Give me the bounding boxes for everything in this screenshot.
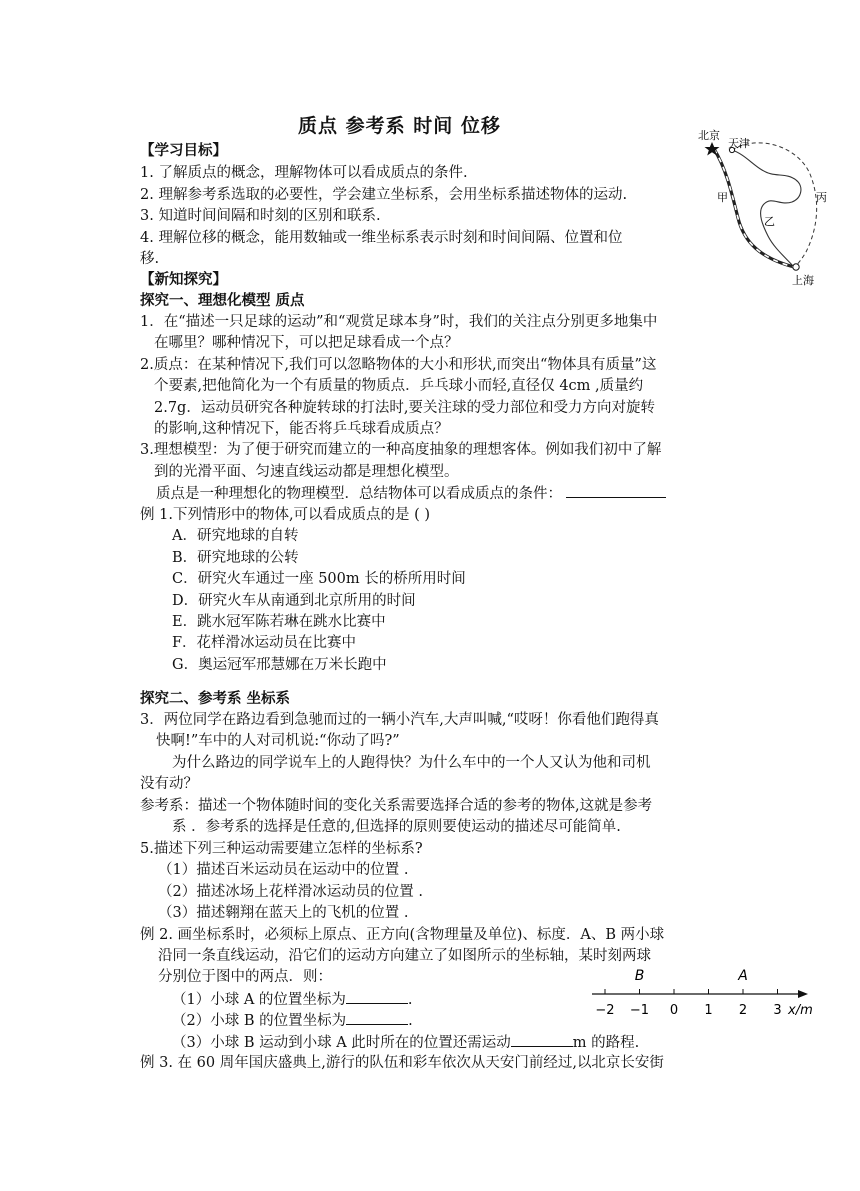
section1-line: 2.7g．运动员研究各种旋转球的打法时,要关注球的受力部位和受力方向对旋转	[154, 400, 655, 416]
point-a-label: A	[738, 968, 748, 984]
section1-line: 个要素,把他简化为一个有质量的物质点．乒乓球小而轻,直径仅 4cm ,质量约	[154, 378, 644, 394]
section1-line: 在哪里？哪种情况下，可以把足球看成一个点？	[154, 335, 459, 351]
section1-heading: 探究一、理想化模型 质点	[140, 292, 305, 309]
goal-item: 1. 了解质点的概念，理解物体可以看成质点的条件.	[140, 165, 468, 181]
answer-blank[interactable]	[511, 1032, 573, 1047]
axis-arrow-icon	[798, 990, 808, 998]
section2-line: （3）描述翱翔在蓝天上的飞机的位置 .	[158, 905, 409, 921]
section1-line: 1．在“描述一只足球的运动”和“观赏足球本身”时，我们的关注点分别更多地集中	[140, 314, 658, 330]
answer-blank[interactable]	[346, 989, 408, 1004]
section1-line: 到的光滑平面、匀速直线运动都是理想化模型。	[154, 464, 459, 480]
section2-line: 3．两位同学在路边看到急驰而过的一辆小汽车,大声叫喊,“哎呀！你看他们跑得真	[140, 712, 659, 728]
section2-line: 例 2. 画坐标系时，必须标上原点、正方向(含物理量及单位)、标度．A、B 两小球	[140, 927, 665, 943]
route-jia	[714, 149, 794, 267]
option-item: G．奥运冠军邢慧娜在万米长跑中	[172, 657, 387, 673]
question-2-text: （2）小球 B 的位置坐标为	[172, 1013, 347, 1029]
section2-heading: 探究二、参考系 坐标系	[140, 690, 291, 707]
option-item: D．研究火车从南通到北京所用的时间	[172, 593, 416, 609]
answer-blank[interactable]	[346, 1010, 408, 1025]
axis-unit-label: x/m	[788, 1003, 813, 1018]
goal-item: 移.	[140, 251, 160, 267]
map-label-tianjin: 天津	[728, 137, 750, 150]
period: .	[407, 992, 413, 1008]
map-label-jia: 甲	[717, 191, 728, 204]
example3-text: 例 3. 在 60 周年国庆盛典上,游行的队伍和彩车依次从天安门前经过,以北京长安街	[140, 1055, 664, 1071]
period: .	[408, 1013, 413, 1029]
section1-line: 2.质点：在某种情况下,我们可以忽略物体的大小和形状,而突出“物体具有质量”这	[140, 357, 657, 373]
route-yi	[732, 150, 801, 267]
summary-text: 质点是一种理想化的物理模型．总结物体可以看成质点的条件：	[156, 486, 562, 502]
section2-line: 沿同一条直线运动，沿它们的运动方向建立了如图所示的坐标轴，某时刻两球	[158, 948, 651, 964]
goal-item: 3. 知道时间间隔和时刻的区别和联系.	[140, 208, 381, 224]
route-jia-ties	[714, 149, 794, 267]
goal-item: 2. 理解参考系选取的必要性，学会建立坐标系，会用坐标系描述物体的运动.	[140, 187, 628, 203]
goal-item: 4. 理解位移的概念，能用数轴或一维坐标系表示时刻和时间间隔、位置和位	[140, 230, 623, 246]
option-item: A．研究地球的自转	[172, 528, 299, 544]
section2-line: 参考系：描述一个物体随时间的变化关系需要选择合适的参考的物体,这就是参考	[140, 798, 653, 814]
question-1-text: （1）小球 A 的位置坐标为	[172, 992, 346, 1008]
section2-line: 为什么路边的同学说车上的人跑得快？为什么车中的一个人又认为他和司机	[172, 755, 651, 771]
section2-line: 系 ．参考系的选择是任意的,但选择的原则要使运动的描述尽可能简单.	[172, 819, 621, 835]
question-3-text: （3）小球 B 运动到小球 A 此时所在的位置还需运动	[172, 1035, 511, 1051]
section1-line	[156, 483, 666, 504]
map-label-bing: 丙	[816, 191, 827, 204]
section2-line: 没有动？	[140, 776, 198, 792]
axis-tick-label: −1	[629, 1003, 650, 1018]
section1-line: 3.理想模型：为了便于研究而建立的一种高度抽象的理想客体。例如我们初中了解	[140, 442, 662, 458]
question-3	[172, 1032, 639, 1053]
map-label-yi: 乙	[764, 215, 775, 228]
option-item: E．跳水冠军陈若琳在跳水比赛中	[172, 614, 386, 630]
map-label-shanghai: 上海	[792, 274, 814, 287]
page-title: 质点 参考系 时间 位移	[298, 115, 501, 137]
shanghai-dot	[793, 264, 799, 270]
point-b-label: B	[634, 968, 645, 984]
axis-tick-label: 0	[669, 1003, 679, 1018]
question-1	[172, 989, 413, 1010]
map-label-beijing: 北京	[698, 129, 720, 142]
answer-blank[interactable]	[566, 483, 666, 498]
question-2	[172, 1010, 413, 1031]
section2-line: 5.描述下列三种运动需要建立怎样的坐标系?	[140, 841, 423, 857]
axis-tick-label: 3	[773, 1003, 782, 1018]
route-bing	[732, 143, 817, 267]
option-item: C．研究火车通过一座 500m 长的桥所用时间	[172, 571, 466, 587]
goals-heading: 【学习目标】	[140, 142, 227, 159]
coordinate-axis-figure	[588, 962, 828, 1042]
section2-line: 分别位于图中的两点．则：	[158, 969, 332, 985]
explore-heading: 【新知探究】	[140, 271, 227, 288]
question-3-unit: m 的路程.	[572, 1035, 640, 1051]
axis-tick-label: 2	[738, 1003, 748, 1018]
axis-tick-label: −2	[595, 1003, 615, 1018]
route-map-figure	[698, 124, 834, 290]
section2-line: 快啊!”车中的人对司机说:“你动了吗?”	[156, 733, 400, 749]
example1-question: 例 1.下列情形中的物体,可以看成质点的是 ( )	[140, 507, 431, 523]
section1-line: 的影响,这种情况下，能否将乒乓球看成质点？	[154, 421, 449, 437]
option-item: B．研究地球的公转	[172, 550, 299, 566]
section2-line: （2）描述冰场上花样滑冰运动员的位置 .	[158, 884, 423, 900]
axis-tick-label: 1	[704, 1003, 713, 1018]
option-item: F．花样滑冰运动员在比赛中	[172, 635, 357, 651]
section2-line: （1）描述百米运动员在运动中的位置 .	[158, 862, 409, 878]
